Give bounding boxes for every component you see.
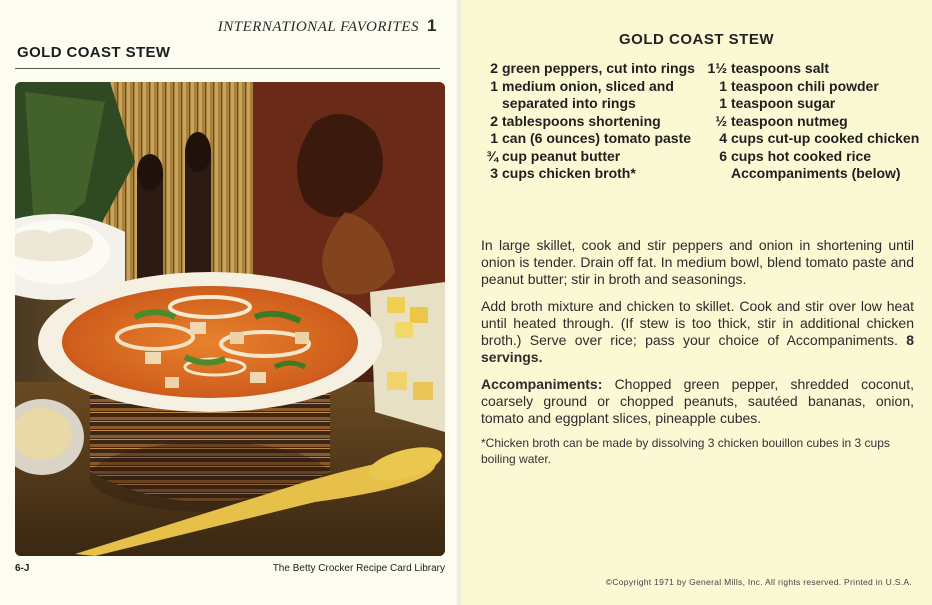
ingredient-qty: 1 [490,130,498,146]
front-card [0,0,457,605]
library-name: The Betty Crocker Recipe Card Library [272,563,445,574]
recipe-photo [15,82,445,556]
ingredient-qty: 4 [719,130,727,146]
ingredient-text: teaspoon sugar [731,95,836,111]
accompaniments-label: Accompaniments: [481,376,603,392]
ingredient-text: teaspoons salt [731,60,830,76]
accompaniments [481,376,914,427]
stew [62,286,358,398]
series-number: 1 [427,16,437,35]
pineapple-plate [370,282,445,432]
ingredient-item [701,165,931,183]
ingredient-text: cups cut-up cooked chicken [731,130,920,146]
ingredient-item [701,60,931,78]
ingredient-text: Accompaniments (below) [731,165,901,181]
ingredient-text: cups chicken broth* [502,165,636,181]
ingredient-qty [701,165,731,183]
ingredient-qty: 1 [490,77,498,94]
ingredient-text: cup peanut butter [502,147,621,164]
ingredient-item [486,148,696,166]
step-2-text: Add broth mixture and chicken to skillet. Cook and stir over low heat until heated through. (If stew is too thick, stir in additional chicken broth.) Serve over rice; pass your choice of Accompaniments. [481,298,914,348]
series-label: INTERNATIONAL FAVORITES [217,19,420,35]
step-2 [481,298,914,366]
servings: 8 servings. [481,332,915,365]
ingredients-left [486,60,696,183]
ingredient-text: tablespoons shortening [502,112,661,129]
ingredient-text: teaspoon chili powder [731,77,879,94]
back-title: GOLD COAST STEW [619,31,774,48]
ingredient-qty: 1 [719,77,727,94]
title-rule [15,68,440,69]
ingredient-qty: 6 [719,147,727,164]
copyright: ©Copyright 1971 by General Mills, Inc. All rights reserved. Printed in U.S.A. [605,577,912,587]
ingredients-right [701,60,931,183]
step-1: In large skillet, cook and stir peppers and onion in shortening until onion is tender. Drain off fat. In medium bowl, blend tomato paste and peanut butter; stir in broth and seasonings. [481,237,914,287]
ingredient-item [486,113,696,131]
ingredient-item [701,148,931,166]
ingredient-qty: ½ [715,112,727,129]
ingredient-qty: 3 [490,165,498,181]
card-id: 6-J [15,563,30,574]
accompaniments-text: Chopped green pepper, shredded coconut, coarsely ground or chopped peanuts, sautéed bananas, onion, tomato and eggplant slices, pineapple cubes. [481,376,914,426]
ingredient-item [486,165,696,183]
ingredient-item [701,130,931,148]
ingredient-item [486,60,696,78]
series-heading [218,16,437,36]
ingredient-item [486,78,696,113]
ingredient-item [701,113,931,131]
ingredient-text: can (6 ounces) tomato paste [502,130,692,146]
ingredient-qty: 1½ [707,60,727,76]
front-title: GOLD COAST STEW [17,44,171,61]
ingredient-qty: 1 [719,95,727,111]
ingredient-qty: ¾ [486,147,498,164]
ingredient-qty: 2 [490,60,498,76]
ingredient-item [486,130,696,148]
ingredient-text: teaspoon nutmeg [731,112,848,129]
bamboo-screen [103,82,253,292]
ingredient-qty: 2 [490,112,498,129]
footnote: *Chicken broth can be made by dissolving 3 chicken bouillon cubes in 3 cups boiling water. [481,436,890,466]
back-card [461,0,932,605]
ingredient-text: green peppers, cut into rings [502,60,695,76]
ingredient-text: cups hot cooked rice [731,147,872,164]
ingredient-item [701,78,931,96]
ingredient-text: medium onion, sliced and separated into rings [502,77,674,111]
ingredient-item [701,95,931,113]
